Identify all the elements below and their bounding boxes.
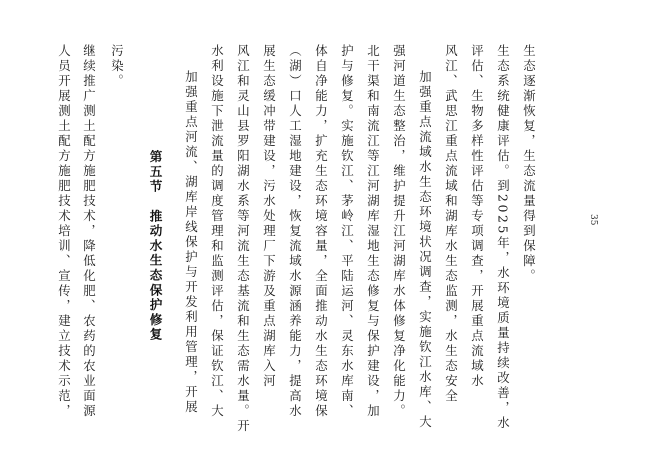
text-column-15: 评估、生物多样性评估等专项调查，开展重点流域水: [469, 44, 485, 389]
text-column-14: 风江、武思江重点流域和湖库水生态监测，水生态安全: [443, 44, 459, 404]
text-column-4: 加强重点河流、湖库岸线保护与开发利用管理，开展: [183, 70, 199, 415]
text-column-5: 水利设施下泄流量的调度管理和监测评估，保证钦江、大: [209, 44, 225, 419]
page-number: 35: [588, 214, 598, 226]
text-column-7: 展生态缓冲带建设，污水处理厂下游及重点湖库入河: [261, 44, 277, 389]
text-column-3: 污染。: [109, 44, 125, 89]
text-column-10: 护与修复。实施钦江、茅岭江、平陆运河、灵东水库南、: [339, 44, 355, 419]
text-column-13: 加强重点流域水生态环境状况调查，实施钦江水库、大: [417, 70, 433, 430]
text-column-12: 强河道生态整治，维护提升江河湖库水体修复净化能力。: [391, 44, 407, 419]
section-heading: 第五节 推动水生态保护修复: [147, 150, 163, 343]
text-column-2: 继续推广测土配方施肥技术，降低化肥、农药的农业面源: [81, 44, 97, 419]
text-column-17: 生态逐渐恢复，生态流量得到保障。: [521, 44, 537, 284]
text-column-8: （湖）口人工湿地建设，恢复流域水源涵养能力，提高水: [287, 44, 303, 419]
text-column-16: 生态系统健康评估。到2025年，水环境质量持续改善，水: [495, 44, 511, 431]
text-column-6: 风江和灵山县罗阳湖水系等河流生态基流和生态需水量。开: [235, 44, 251, 434]
text-column-1: 人员开展测土配方施肥技术培训、宣传，建立技术示范，: [56, 44, 72, 419]
text-column-11: 北干渠和南流江等江河湖库湿地生态修复与保护建设，加: [365, 44, 381, 419]
text-column-9: 体自净能力，扩充生态环境容量，全面推动水生态环境保: [313, 44, 329, 419]
